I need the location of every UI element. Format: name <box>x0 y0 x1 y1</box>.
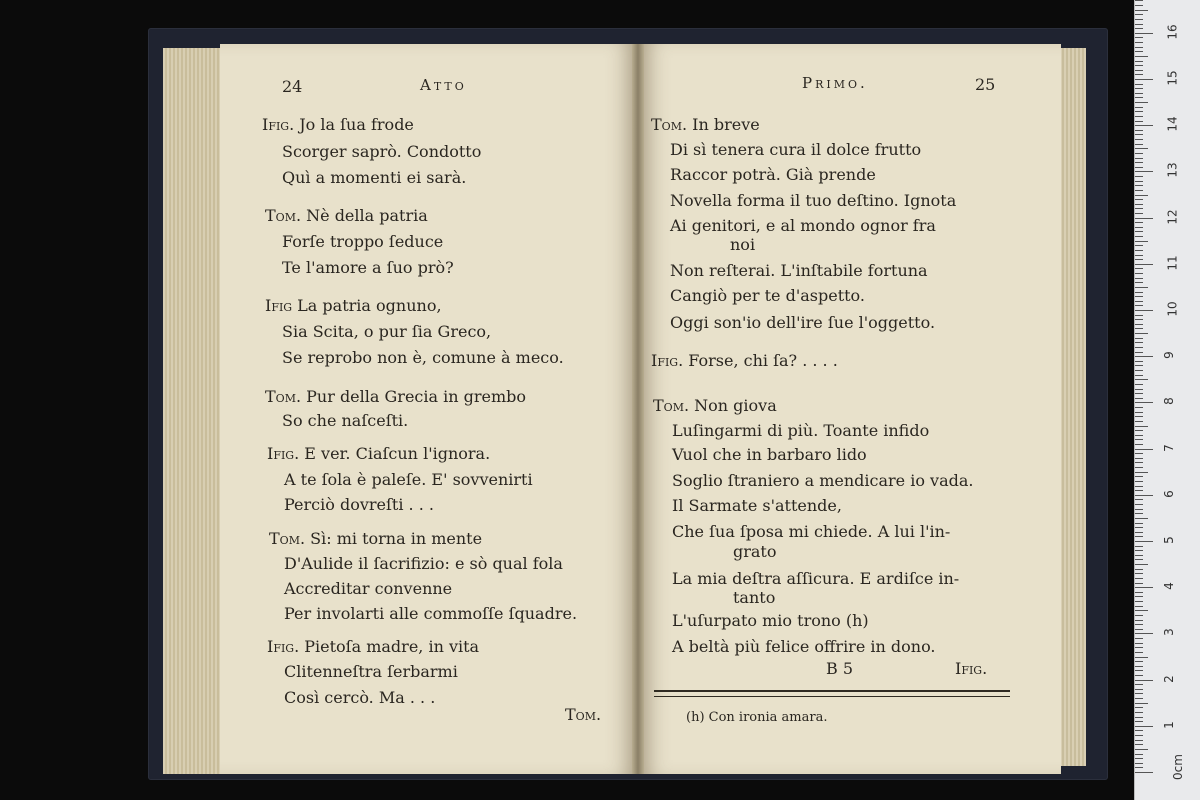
ruler-tick <box>1135 661 1143 662</box>
speaker-label: Tom. <box>269 529 306 548</box>
ruler-tick <box>1135 333 1148 334</box>
ruler-tick <box>1135 689 1143 690</box>
ruler-tick <box>1135 416 1143 417</box>
ruler-tick <box>1135 398 1143 399</box>
ruler-tick <box>1135 504 1143 505</box>
ruler-tick <box>1135 749 1148 750</box>
ruler-tick <box>1135 185 1143 186</box>
ruler-tick <box>1135 772 1153 773</box>
ruler-tick <box>1135 532 1143 533</box>
ruler-tick <box>1135 84 1143 85</box>
ruler-tick <box>1135 421 1143 422</box>
ruler-tick <box>1135 222 1143 223</box>
ruler-tick <box>1135 375 1143 376</box>
ruler-tick <box>1135 758 1143 759</box>
ruler-tick <box>1135 310 1153 311</box>
ruler-label: 5 <box>1161 536 1176 544</box>
ruler-tick <box>1135 19 1143 20</box>
ruler-tick <box>1135 527 1143 528</box>
ruler-tick <box>1135 578 1143 579</box>
ruler-tick <box>1135 430 1143 431</box>
ruler-tick <box>1135 268 1143 269</box>
ruler-tick <box>1135 407 1143 408</box>
ruler-tick <box>1135 707 1143 708</box>
ruler-label: 14 <box>1165 116 1180 132</box>
ruler-tick <box>1135 620 1143 621</box>
left-page-edges <box>163 48 225 774</box>
ruler-tick <box>1135 347 1143 348</box>
ruler-tick <box>1135 717 1143 718</box>
ruler-label: 1 <box>1161 720 1176 729</box>
ruler-tick <box>1135 231 1143 232</box>
ruler-tick <box>1135 208 1143 209</box>
ruler-tick <box>1135 680 1153 681</box>
ruler-tick <box>1135 74 1143 75</box>
ruler-tick <box>1135 467 1143 468</box>
left-page-text-line: Ifig. Jo la ſua frode <box>262 115 414 134</box>
ruler-label: 13 <box>1165 162 1180 179</box>
ruler-tick <box>1135 315 1143 316</box>
ruler-tick <box>1135 693 1143 694</box>
ruler-label: 12 <box>1165 208 1180 225</box>
ruler-tick <box>1135 379 1148 380</box>
ruler-tick <box>1135 287 1148 288</box>
ruler-tick <box>1135 393 1143 394</box>
ruler-tick <box>1135 698 1143 699</box>
ruler-tick <box>1135 740 1143 741</box>
ruler-tick <box>1135 384 1143 385</box>
ruler-tick <box>1135 564 1148 565</box>
ruler-tick <box>1135 744 1143 745</box>
ruler-tick <box>1135 250 1143 251</box>
right-page-text-line: Il Sarmate s'attende, <box>672 496 842 515</box>
ruler-tick <box>1135 162 1143 163</box>
book-gutter <box>632 44 644 774</box>
ruler-tick <box>1135 51 1143 52</box>
right-page-text-line: tanto <box>733 588 776 607</box>
right-page-text-line: Tom. Non giova <box>653 396 777 415</box>
ruler-tick <box>1135 116 1143 117</box>
ruler-tick <box>1135 666 1143 667</box>
ruler-tick <box>1135 670 1143 671</box>
ruler-tick <box>1135 199 1143 200</box>
ruler-tick <box>1135 726 1153 727</box>
right-page-edges <box>1058 48 1086 766</box>
ruler-tick <box>1135 107 1143 108</box>
ruler-tick <box>1135 5 1143 6</box>
left-page-text-line: Ifig. Pietoſa madre, in vita <box>267 637 480 656</box>
right-page-number: 25 <box>975 75 996 94</box>
right-page-text-line: grato <box>733 542 777 561</box>
ruler-tick <box>1135 495 1153 496</box>
ruler-tick <box>1135 449 1153 450</box>
ruler-tick <box>1135 24 1143 25</box>
ruler-tick <box>1135 615 1143 616</box>
ruler-tick <box>1135 509 1143 510</box>
ruler-tick <box>1135 14 1143 15</box>
ruler-label: 9 <box>1161 351 1176 360</box>
signature-mark: B 5 <box>826 659 854 678</box>
ruler-tick <box>1135 97 1143 98</box>
ruler-tick <box>1135 439 1143 440</box>
ruler-tick <box>1135 356 1153 357</box>
ruler-tick <box>1135 647 1143 648</box>
ruler-tick <box>1135 523 1143 524</box>
right-page-text-line: L'uſurpato mio trono (h) <box>672 611 869 630</box>
ruler-tick <box>1135 629 1143 630</box>
left-page-text-line: So che naſceſti. <box>282 411 409 430</box>
ruler-tick <box>1135 241 1148 242</box>
ruler-tick <box>1135 624 1143 625</box>
speaker-label: Tom. <box>653 396 690 415</box>
speaker-label: Ifig. <box>267 444 300 463</box>
ruler-tick <box>1135 481 1143 482</box>
ruler-tick <box>1135 301 1143 302</box>
ruler-tick <box>1135 144 1143 145</box>
ruler-tick <box>1135 328 1143 329</box>
ruler-tick <box>1135 444 1143 445</box>
ruler-tick <box>1135 93 1143 94</box>
right-page-text-line: Di sì tenera cura il dolce frutto <box>670 140 922 159</box>
ruler-tick <box>1135 703 1148 704</box>
right-page-text-line: noi <box>730 235 756 254</box>
ruler-tick <box>1135 139 1143 140</box>
speaker-label: Tom. <box>265 387 302 406</box>
ruler-tick <box>1135 730 1143 731</box>
ruler-tick <box>1135 458 1143 459</box>
ruler-tick <box>1135 61 1143 62</box>
ruler-tick <box>1135 435 1143 436</box>
ruler-tick <box>1135 70 1143 71</box>
ruler-tick <box>1135 518 1148 519</box>
ruler-tick <box>1135 102 1148 103</box>
ruler-tick <box>1135 282 1143 283</box>
ruler-tick <box>1135 596 1143 597</box>
ruler-tick <box>1135 245 1143 246</box>
ruler-tick <box>1135 236 1143 237</box>
ruler-tick <box>1135 486 1143 487</box>
ruler-tick <box>1135 490 1143 491</box>
ruler-tick <box>1135 292 1143 293</box>
ruler-tick <box>1135 213 1143 214</box>
left-page-number: 24 <box>282 77 303 96</box>
ruler-tick <box>1135 352 1143 353</box>
left-page-text-line: Tom. Pur della Grecia in grembo <box>265 387 527 406</box>
ruler-tick <box>1135 754 1143 755</box>
ruler-label: 15 <box>1165 70 1180 86</box>
right-page-text-line: Ai genitori, e al mondo ognor fra <box>670 216 936 235</box>
ruler-tick <box>1135 47 1143 48</box>
ruler-tick <box>1135 33 1153 34</box>
right-page-text-line: Vuol che in barbaro lido <box>672 445 867 464</box>
ruler-label: 3 <box>1161 628 1176 637</box>
ruler-tick <box>1135 218 1153 219</box>
ruler-tick <box>1135 555 1143 556</box>
ruler-tick <box>1135 569 1143 570</box>
ruler-tick <box>1135 28 1143 29</box>
right-page-text-line: Non reſterai. L'inſtabile fortuna <box>670 261 928 280</box>
ruler-tick <box>1135 296 1143 297</box>
ruler-tick <box>1135 606 1143 607</box>
right-page-text-line: Raccor potrà. Già prende <box>670 165 876 184</box>
footnote-rule <box>654 690 1010 697</box>
ruler-tick <box>1135 255 1143 256</box>
ruler-tick <box>1135 88 1143 89</box>
ruler-tick <box>1135 370 1143 371</box>
ruler-tick <box>1135 426 1148 427</box>
ruler-tick <box>1135 601 1143 602</box>
ruler-tick <box>1135 264 1153 265</box>
ruler-tick <box>1135 365 1143 366</box>
right-page-text-line: Novella forma il tuo deſtino. Ignota <box>670 191 957 210</box>
right-page-text-line: A beltà più felice offrire in dono. <box>672 637 936 656</box>
ruler-tick <box>1135 342 1143 343</box>
ruler-tick <box>1135 319 1143 320</box>
speaker-label: Ifig. <box>267 637 300 656</box>
ruler-label: 6 <box>1161 489 1176 498</box>
ruler-tick <box>1135 592 1143 593</box>
ruler-tick <box>1135 402 1153 403</box>
left-page-text-line: Scorger saprò. Condotto <box>282 142 482 161</box>
ruler-tick <box>1135 763 1143 764</box>
ruler-tick <box>1135 462 1143 463</box>
speaker-label: Tom. <box>651 115 688 134</box>
ruler-label: 16 <box>1165 24 1180 40</box>
ruler-tick <box>1135 652 1143 653</box>
left-page-text-line: Quì a momenti ei sarà. <box>282 168 467 187</box>
left-page-text-line: Tom. Sì: mi torna in mente <box>269 529 483 548</box>
ruler-tick <box>1135 37 1143 38</box>
ruler-tick <box>1135 643 1143 644</box>
speaker-label: Tom. <box>265 206 302 225</box>
ruler-tick <box>1135 453 1143 454</box>
ruler-tick <box>1135 181 1143 182</box>
right-catchword: Ifig. <box>955 659 988 678</box>
right-running-head: Primo. <box>802 74 868 92</box>
ruler-tick <box>1135 389 1143 390</box>
ruler-tick <box>1135 125 1153 126</box>
left-catchword: Tom. <box>565 705 602 724</box>
ruler-unit-label: 0cm <box>1170 754 1185 780</box>
ruler-label: 11 <box>1165 255 1180 271</box>
ruler-tick <box>1135 190 1143 191</box>
footnote: (h) Con ironia amara. <box>686 710 828 725</box>
ruler-label: 7 <box>1161 443 1176 452</box>
ruler-tick <box>1135 541 1153 542</box>
ruler-tick <box>1135 712 1143 713</box>
ruler-tick <box>1135 65 1143 66</box>
ruler-tick <box>1135 176 1143 177</box>
right-page-text-line: Tom. In breve <box>651 115 760 134</box>
ruler-tick <box>1135 148 1148 149</box>
ruler-tick <box>1135 472 1148 473</box>
left-page-text-line: Te l'amore a ſuo prò? <box>282 258 454 277</box>
ruler-tick <box>1135 111 1143 112</box>
ruler-label: 2 <box>1161 674 1176 683</box>
ruler-tick <box>1135 675 1143 676</box>
right-page-text-line: Soglio ſtraniero a mendicare io vada. <box>672 471 974 490</box>
left-page-text-line: Sia Scita, o pur ſia Greco, <box>282 322 492 341</box>
ruler-tick <box>1135 412 1143 413</box>
ruler-tick <box>1135 476 1143 477</box>
ruler-tick <box>1135 499 1143 500</box>
right-page-text-line: Oggi son'io dell'ire ſue l'oggetto. <box>670 313 936 332</box>
ruler-tick <box>1135 10 1148 11</box>
right-page-text-line: Che ſua ſposa mi chiede. A lui l'in- <box>672 522 951 541</box>
ruler-tick <box>1135 153 1143 154</box>
ruler-tick <box>1135 259 1143 260</box>
ruler-tick <box>1135 573 1143 574</box>
ruler-tick <box>1135 583 1143 584</box>
ruler-tick <box>1135 56 1148 57</box>
ruler-tick <box>1135 42 1143 43</box>
ruler-label: 4 <box>1161 582 1176 591</box>
ruler-tick <box>1135 278 1143 279</box>
right-page-text-line: Ifig. Forse, chi ſa? . . . . <box>651 351 838 370</box>
ruler-tick <box>1135 361 1143 362</box>
ruler-tick <box>1135 195 1148 196</box>
ruler-tick <box>1135 735 1143 736</box>
ruler-label: 10 <box>1165 301 1180 317</box>
ruler-tick <box>1135 657 1148 658</box>
speaker-label: Ifig. <box>651 351 684 370</box>
right-page-text-line: La mia deſtra aſſicura. E ardiſce in- <box>672 569 960 588</box>
speaker-label: Ifig. <box>262 115 295 134</box>
ruler-tick <box>1135 0 1143 1</box>
left-page-text-line: D'Aulide il ſacrifizio: e sò qual fola <box>284 554 563 573</box>
right-page-text-line: Cangiò per te d'aspetto. <box>670 286 865 305</box>
right-page-text-line: Luſingarmi di più. Toante infido <box>672 421 930 440</box>
left-page-text-line: Accreditar convenne <box>284 579 453 598</box>
left-page-text-line: Clitenneſtra ſerbarmi <box>284 662 458 681</box>
ruler-tick <box>1135 204 1143 205</box>
ruler-tick <box>1135 610 1148 611</box>
ruler-tick <box>1135 684 1143 685</box>
left-page-text-line: A te ſola è paleſe. E' sovvenirti <box>284 470 533 489</box>
ruler-tick <box>1135 305 1143 306</box>
left-page-text-line: Così cercò. Ma . . . <box>284 688 436 707</box>
ruler-tick <box>1135 546 1143 547</box>
ruler-tick <box>1135 273 1143 274</box>
ruler-tick <box>1135 767 1143 768</box>
speaker-label: Ifig <box>265 296 293 315</box>
ruler-tick <box>1135 633 1153 634</box>
ruler-tick <box>1135 134 1143 135</box>
ruler-tick <box>1135 587 1153 588</box>
measuring-ruler <box>1134 0 1200 800</box>
left-running-head: Atto <box>420 76 467 94</box>
ruler-tick <box>1135 513 1143 514</box>
ruler-label: 8 <box>1161 397 1176 406</box>
ruler-tick <box>1135 550 1143 551</box>
ruler-tick <box>1135 536 1143 537</box>
ruler-tick <box>1135 721 1143 722</box>
ruler-tick <box>1135 638 1143 639</box>
ruler-tick <box>1135 559 1143 560</box>
ruler-tick <box>1135 227 1143 228</box>
ruler-tick <box>1135 158 1143 159</box>
left-page-text-line: Tom. Nè della patria <box>265 206 428 225</box>
ruler-tick <box>1135 167 1143 168</box>
ruler-tick <box>1135 338 1143 339</box>
ruler-tick <box>1135 324 1143 325</box>
ruler-tick <box>1135 171 1153 172</box>
left-page-text-line: Ifig La patria ognuno, <box>265 296 442 315</box>
ruler-tick <box>1135 121 1143 122</box>
left-page-text-line: Se reprobo non è, comune à meco. <box>282 348 564 367</box>
ruler-tick <box>1135 130 1143 131</box>
left-page-text-line: Perciò dovreſti . . . <box>284 495 434 514</box>
left-page-text-line: Per involarti alle commoſſe ſquadre. <box>284 604 578 623</box>
left-page-text-line: Forſe troppo ſeduce <box>282 232 444 251</box>
ruler-tick <box>1135 79 1153 80</box>
left-page-text-line: Ifig. E ver. Ciaſcun l'ignora. <box>267 444 491 463</box>
